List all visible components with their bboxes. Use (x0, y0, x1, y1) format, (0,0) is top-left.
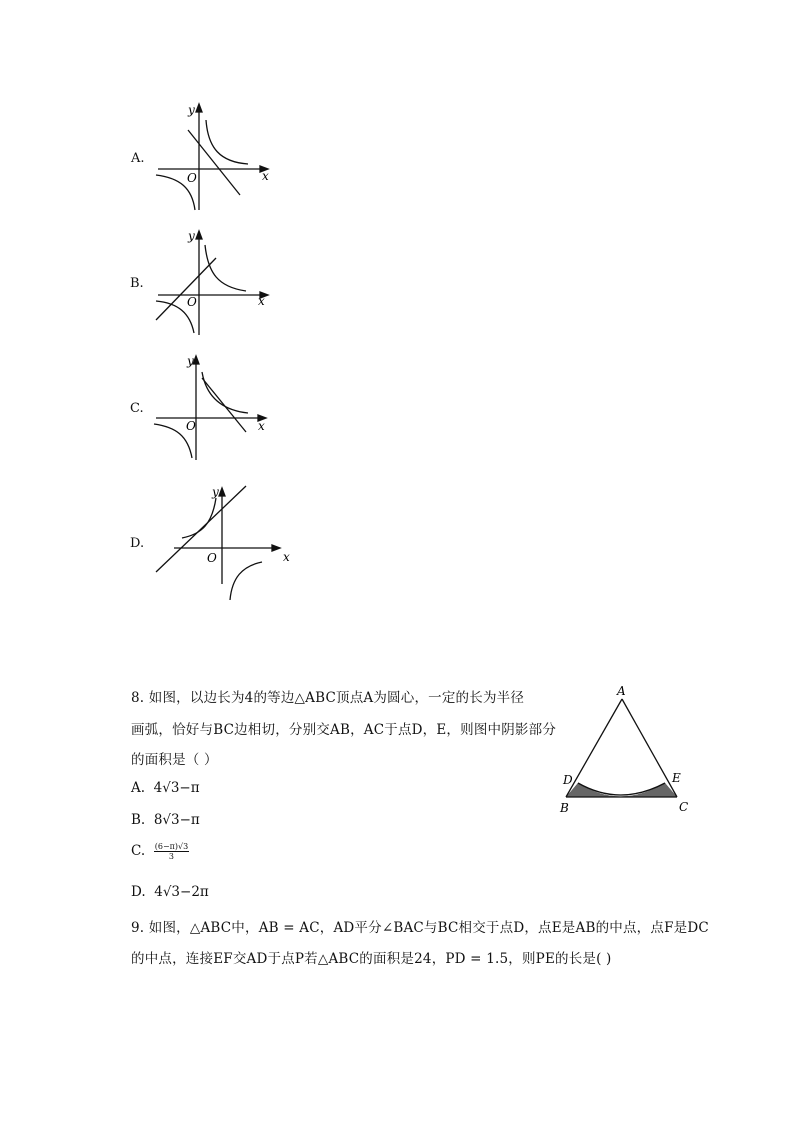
hyperbola-upper-b (205, 245, 246, 291)
y-label-b: y (188, 229, 195, 243)
graph-option-a (150, 100, 280, 215)
q8-option-c-denominator: 3 (168, 852, 175, 861)
origin-label-b: O (187, 295, 197, 309)
point-c-label: C (679, 800, 689, 814)
option-b-label: B. (130, 276, 144, 291)
hyperbola-upper-a (206, 120, 248, 164)
point-d-label: D (563, 773, 573, 787)
option-c-label: C. (130, 401, 144, 416)
q8-line-2: 画弧，恰好与BC边相切，分别交AB，AC于点D，E，则图中阴影部分 (131, 722, 557, 738)
point-e-label: E (672, 771, 681, 785)
triangle-figure (552, 682, 702, 817)
q8-line-3: 的面积是（ ） (131, 752, 218, 768)
q9-line-1: 9. 如图，△ABC中，AB = AC，AD平分∠BAC与BC相交于点D，点E是AB的中点，点F是DC (131, 920, 709, 936)
q8-option-c (131, 842, 189, 861)
x-label-b: x (258, 294, 265, 308)
hyperbola-lower-d (230, 562, 262, 600)
q8-option-b-label: B. (131, 812, 146, 828)
q8-option-d-value: 4√3−2π (154, 884, 209, 900)
line-b (156, 258, 216, 320)
q8-option-c-fraction (154, 842, 189, 861)
hyperbola-upper-d (182, 498, 216, 538)
graph-option-b (150, 225, 280, 340)
y-label-d: y (212, 485, 219, 499)
x-label-d: x (283, 550, 290, 564)
q8-option-a-value: 4√3−π (153, 780, 200, 796)
option-d-label: D. (130, 536, 145, 551)
q8-option-d (131, 884, 209, 900)
graph-option-c (150, 350, 280, 465)
side-ab (566, 699, 622, 797)
q8-option-c-numerator: (6−π)√3 (154, 842, 189, 851)
point-b-label: B (560, 801, 569, 815)
q8-option-d-label: D. (131, 884, 146, 900)
origin-label-a: O (187, 171, 197, 185)
y-label-c: y (187, 354, 194, 368)
option-a-label: A. (131, 151, 145, 166)
q8-option-a-label: A. (131, 780, 146, 796)
q8-option-c-label: C. (131, 843, 146, 859)
origin-label-d: O (207, 551, 217, 565)
q8-option-b (131, 812, 200, 828)
side-ac (622, 699, 677, 797)
graph-option-d (150, 482, 300, 607)
origin-label-c: O (186, 419, 196, 433)
line-c (202, 378, 246, 432)
q9-line-2: 的中点，连接EF交AD于点P若△ABC的面积是24，PD = 1.5，则PE的长是( ) (131, 951, 612, 967)
q8-option-a (131, 780, 200, 796)
y-label-a: y (188, 103, 195, 117)
q8-option-b-value: 8√3−π (153, 812, 200, 828)
x-label-a: x (262, 169, 269, 183)
q8-line-1: 8. 如图，以边长为4的等边△ABC顶点A为圆心，一定的长为半径 (131, 690, 525, 706)
line-a (188, 130, 240, 195)
x-label-c: x (258, 419, 265, 433)
point-a-label: A (617, 684, 626, 698)
line-d (156, 486, 246, 572)
